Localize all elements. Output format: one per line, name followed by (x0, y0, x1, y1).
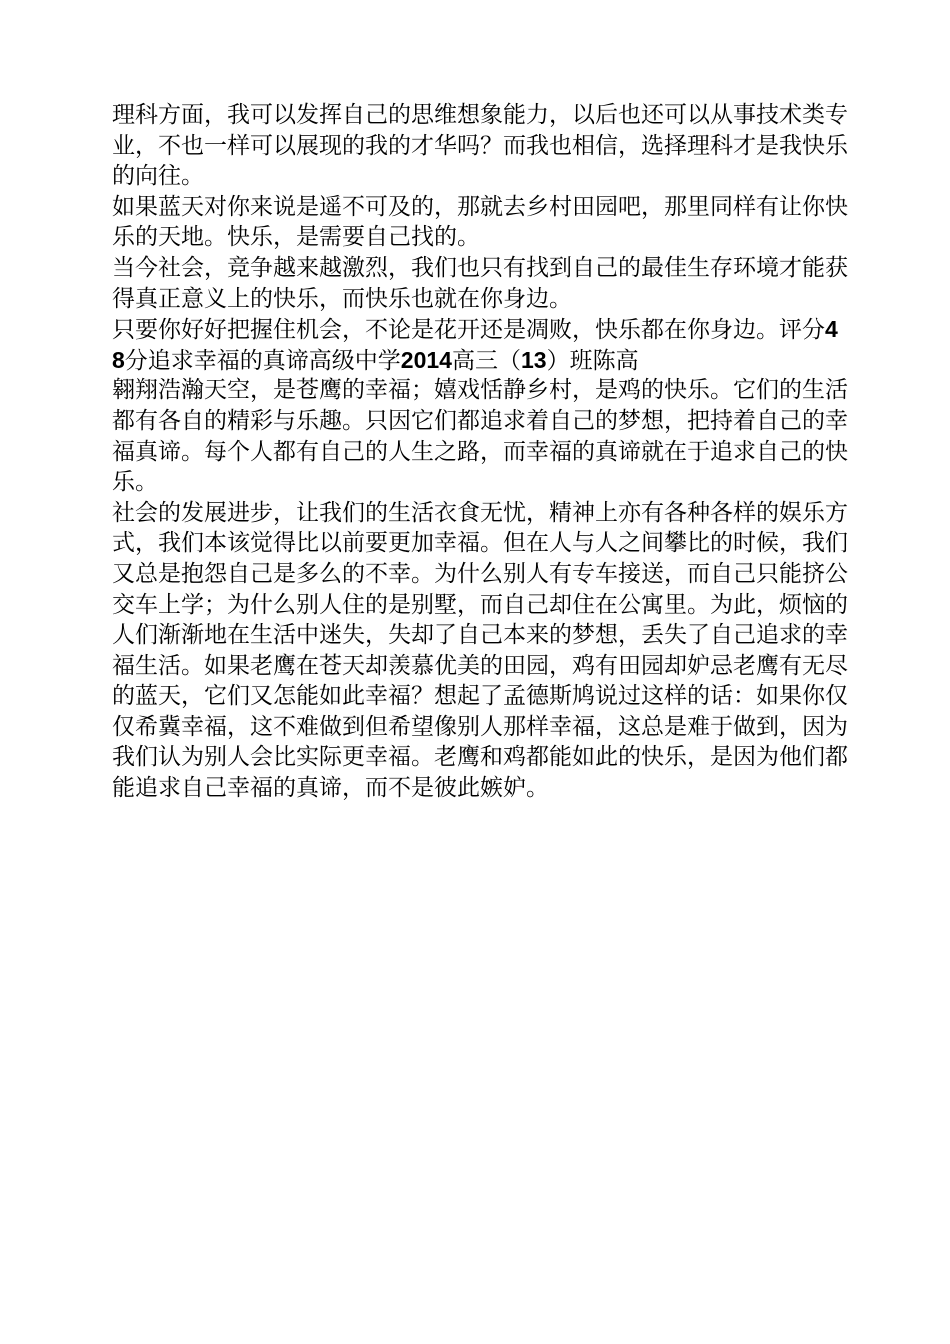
text-line: 能追求自己幸福的真谛，而不是彼此嫉妒。 (112, 775, 549, 802)
text-line: 式，我们本该觉得比以前要更加幸福。但在人与人之间攀比的时候，我们 (112, 530, 848, 557)
text-line: 社会的发展进步，让我们的生活衣食无忧，精神上亦有各种各样的娱乐方 (112, 499, 848, 526)
text-line: 福真谛。每个人都有自己的人生之路，而幸福的真谛就在于追求自己的快 (112, 438, 848, 465)
score-digit: 4 (825, 316, 838, 343)
text-line: 人们渐渐地在生活中迷失，失却了自己本来的梦想，丢失了自己追求的幸 (112, 622, 848, 649)
class-number: 13 (520, 346, 547, 373)
text-line: 业，不也一样可以展现的我的才华吗？而我也相信，选择理科才是我快乐 (112, 132, 848, 159)
text-line: 的向往。 (112, 163, 204, 190)
text-line: 都有各自的精彩与乐趣。只因它们都追求着自己的梦想，把持着自己的幸 (112, 407, 848, 434)
text-line: 得真正意义上的快乐，而快乐也就在你身边。 (112, 285, 572, 312)
text-line: 仅希冀幸福，这不难做到但希望像别人那样幸福，这总是难于做到，因为 (112, 713, 848, 740)
document-body (112, 100, 848, 804)
text-line: 又总是抱怨自己是多么的不幸。为什么别人有专车接送，而自己只能挤公 (112, 560, 848, 587)
year-number: 2014 (400, 346, 452, 373)
text-line: 我们认为别人会比实际更幸福。老鹰和鸡都能如此的快乐，是因为他们都 (112, 744, 848, 771)
text-line: 如果蓝天对你来说是遥不可及的，那就去乡村田园吧，那里同样有让你快 (112, 193, 848, 220)
text-line: 只要你好好把握住机会，不论是花开还是凋败，快乐都在你身边。评分4 (112, 316, 838, 344)
text-line: 的蓝天，它们又怎能如此幸福？想起了孟德斯鸠说过这样的话：如果你仅 (112, 683, 848, 710)
score-digit: 8 (112, 346, 125, 373)
text-line: 乐。 (112, 469, 158, 496)
text-line: 翱翔浩瀚天空，是苍鹰的幸福；嬉戏恬静乡村，是鸡的快乐。它们的生活 (112, 377, 848, 404)
text-line: 福生活。如果老鹰在苍天却羡慕优美的田园，鸡有田园却妒忌老鹰有无尽 (112, 652, 848, 679)
text-line: 理科方面，我可以发挥自己的思维想象能力，以后也还可以从事技术类专 (112, 102, 848, 128)
text-line: 当今社会，竞争越来越激烈，我们也只有找到自己的最佳生存环境才能获 (112, 254, 848, 281)
text-line: 交车上学；为什么别人住的是别墅，而自己却住在公寓里。为此，烦恼的 (112, 591, 848, 618)
text-line: 乐的天地。快乐，是需要自己找的。 (112, 224, 480, 251)
essay-title-line: 8分追求幸福的真谛高级中学2014高三（13）班陈高 (112, 346, 639, 374)
